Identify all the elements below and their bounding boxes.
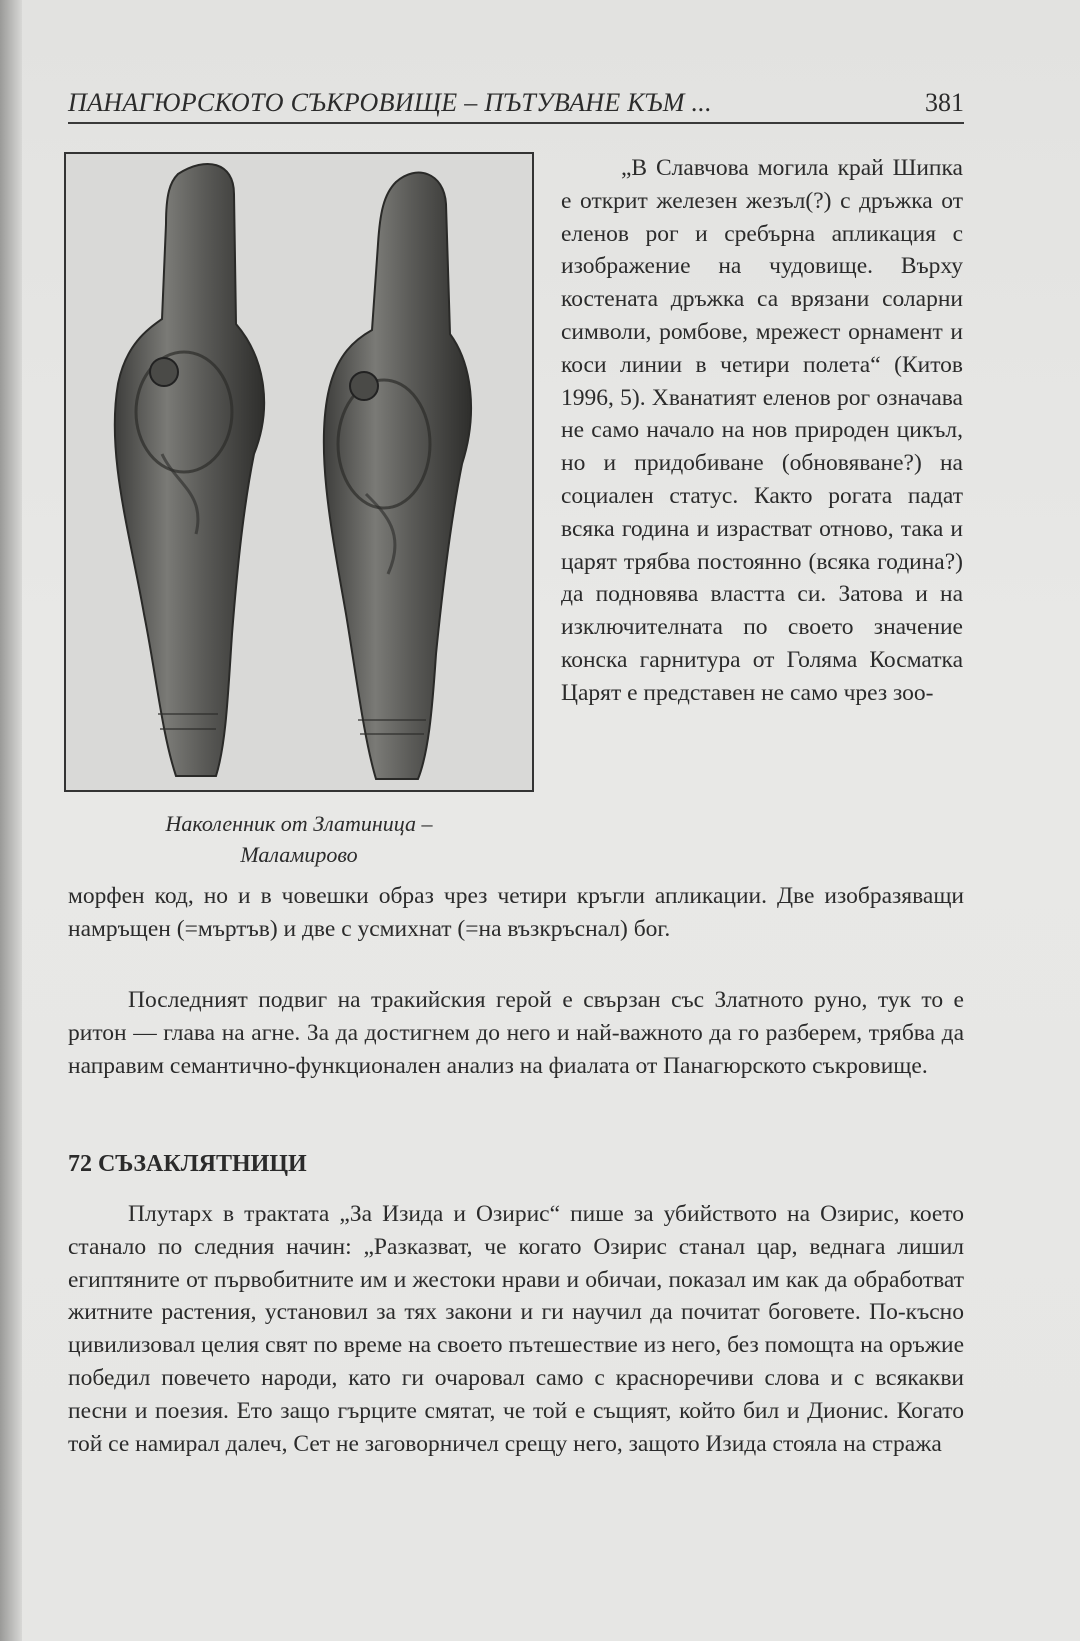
- page-header: [68, 88, 964, 124]
- caption-line-2: Маламирово: [240, 842, 358, 867]
- page-gutter-shadow: [0, 0, 22, 1641]
- greaves-illustration: [66, 154, 532, 790]
- caption-line-1: Наколенник от Златиница –: [165, 811, 433, 836]
- paragraph-golden-fleece: Последният подвиг на тракийския герой е свързан със Златното руно, тук то е ритон — глава на агне. За да достигнем до него и най-важното да го разберем, трябва да направим семантично-функционален анализ на фиалата от Панагюрското съкровище.: [68, 987, 964, 1079]
- figure-photo: [64, 152, 534, 792]
- running-head: ПАНАГЮРСКОТО СЪКРОВИЩЕ – ПЪТУВАНЕ КЪМ ...: [68, 88, 712, 117]
- page-number: 381: [925, 88, 964, 117]
- figure-caption: [64, 808, 534, 870]
- continuation-paragraph: морфен код, но и в човешки образ чрез четири кръгли апликации. Две изобразяващи намръщен (=мъртъв) и две с усмихнат (=на възкръснал) бог.: [68, 883, 964, 942]
- section-heading: 72 СЪЗАКЛЯТНИЦИ: [68, 1151, 307, 1177]
- paragraph-plutarch: Плутарх в трактата „За Изида и Озирис“ пише за убийството на Озирис, което станало по следния начин: „Разказват, че когато Озирис станал цар, веднага лишил египтяните от първобитните им и жестоки нрави и обичаи, показал им как да обработват житните растения, установил за тях закони и ги научил да почитат боговете. По-късно цивилизовал целия свят по време на своето пътешествие из него, без помощта на оръжие победил повечето народи, като ги очаровал само с красноречиви слова и с всякакви песни и поезия. Ето защо гърците смятат, че той е същият, който бил и Дионис. Когато той се намирал далеч, Сет не заговорничел срещу него, защото Изида стояла на стража: [68, 1201, 964, 1457]
- column-paragraph: „В Славчова могила край Шипка е открит железен жезъл(?) с дръжка от еленов рог и сребърна апликация с изображение на чудовище. Върху костената дръжка са врязани соларни символи, ромбове, мрежест орнамент и коси линии в четири полета“ (Китов 1996, 5). Хванатият еленов рог означава не само начало на нов природен цикъл, но и придобиване (обновяване?) на социален статус. Както рогата падат всяка година и израстват отново, така и царят трябва постоянно (всяка година?) да подновява властта си. Затова и на изключителната по своето значение конска гарнитура от Голяма Косматка Царят е представен не само чрез зоо-: [561, 155, 963, 706]
